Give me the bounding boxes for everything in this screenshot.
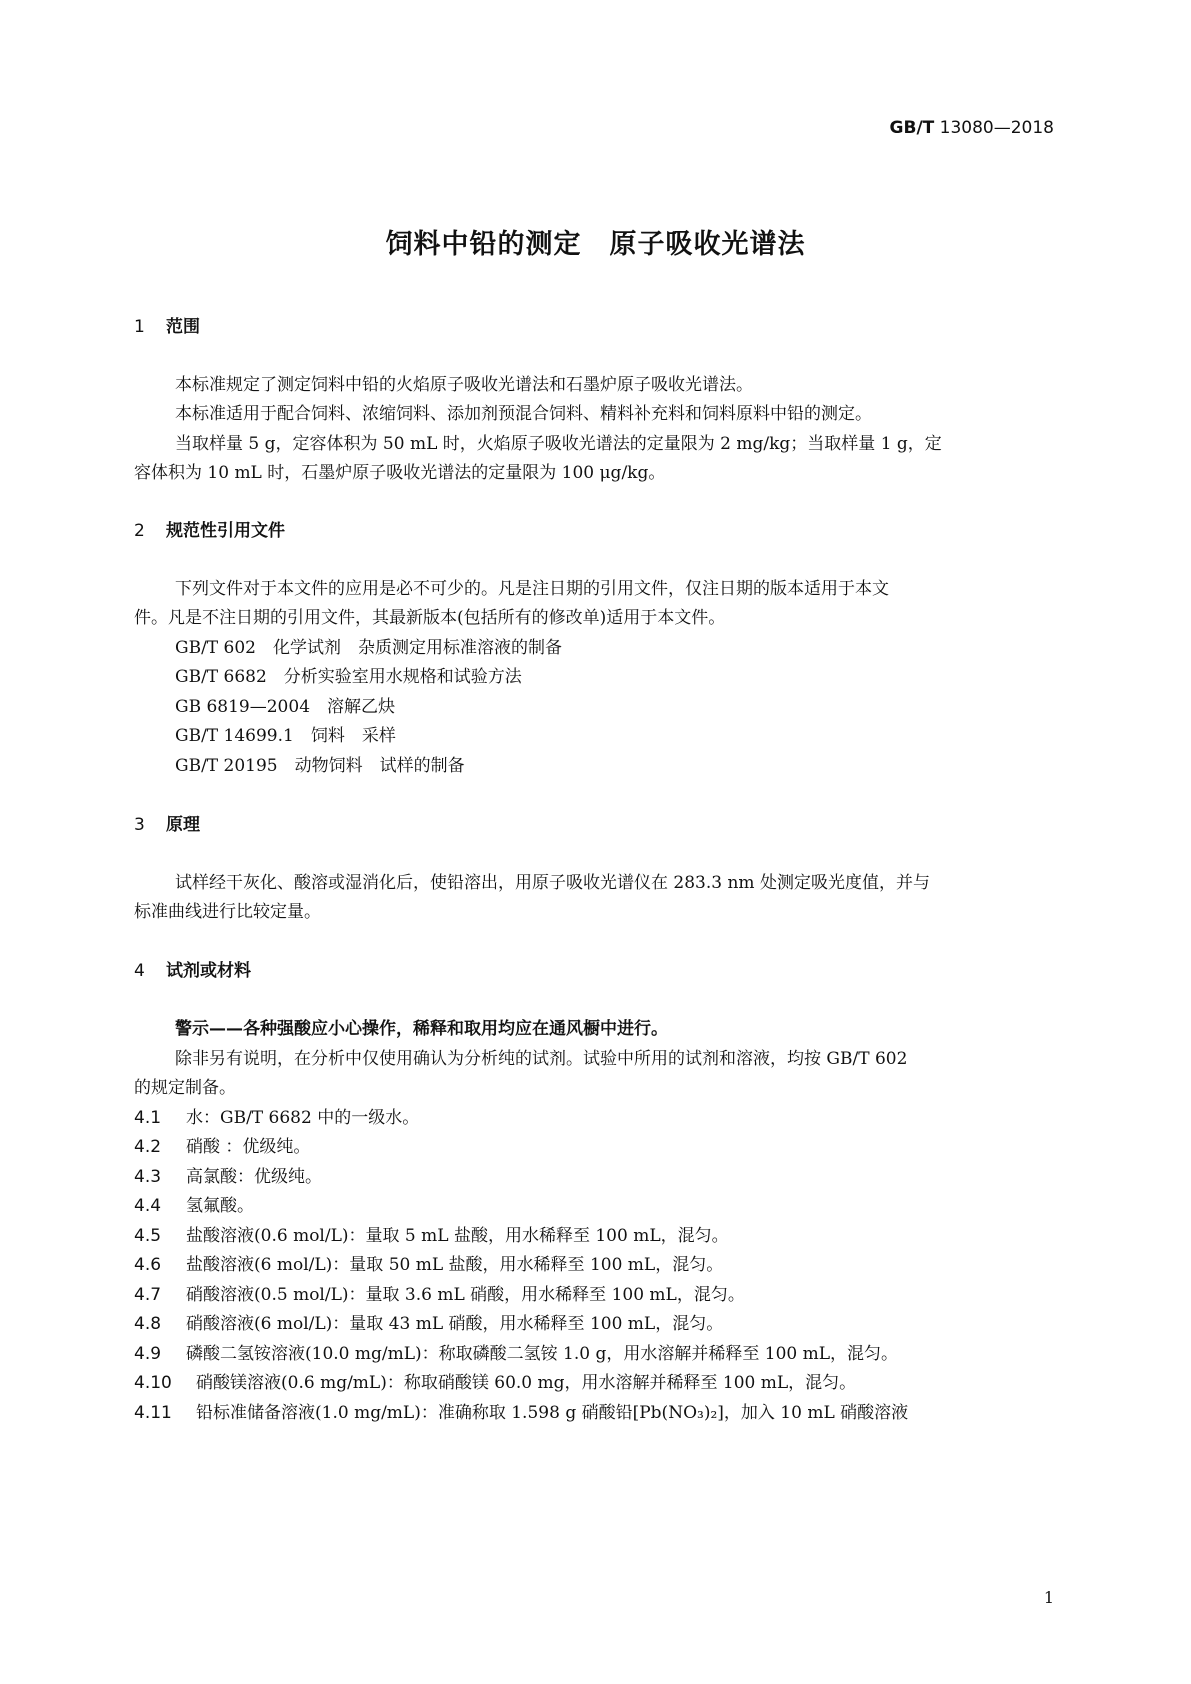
list-item: 4.5 盐酸溶液(0.6 mol/L)：量取 5 mL 盐酸，用水稀释至 100 mL，混匀。 — [134, 1226, 729, 1246]
paragraph-continuation: 标准曲线进行比较定量。 — [134, 902, 321, 922]
list-item: 4.8 硝酸溶液(6 mol/L)：量取 43 mL 硝酸，用水稀释至 100 mL，混匀。 — [134, 1314, 724, 1334]
paragraph: 除非另有说明，在分析中仅使用确认为分析纯的试剂。试验中所用的试剂和溶液，均按 GB/T 602 — [175, 1049, 908, 1069]
paragraph: 本标准适用于配合饲料、浓缩饲料、添加剂预混合饲料、精料补充料和饲料原料中铅的测定。 — [175, 404, 872, 424]
section-2-heading: 2 规范性引用文件 — [134, 521, 285, 541]
list-item: 4.1 水：GB/T 6682 中的一级水。 — [134, 1108, 420, 1128]
paragraph: 本标准规定了测定饲料中铅的火焰原子吸收光谱法和石墨炉原子吸收光谱法。 — [175, 375, 753, 395]
document-title: 饲料中铅的测定 原子吸收光谱法 — [385, 229, 806, 260]
list-item: 4.2 硝酸 ：优级纯。 — [134, 1137, 311, 1157]
warning-note: 警示——各种强酸应小心操作，稀释和取用均应在通风橱中进行。 — [175, 1019, 668, 1039]
list-item: 4.11 铅标准储备溶液(1.0 mg/mL)：准确称取 1.598 g 硝酸铅[Pb(NO₃)₂]，加入 10 mL 硝酸溶液 — [134, 1403, 909, 1423]
reference-item: GB/T 602 化学试剂 杂质测定用标准溶液的制备 — [175, 638, 562, 658]
section-3-heading: 3 原理 — [134, 815, 200, 835]
paragraph-continuation: 容体积为 10 mL 时，石墨炉原子吸收光谱法的定量限为 100 μg/kg。 — [134, 463, 666, 483]
section-1-heading: 1 范围 — [134, 317, 200, 337]
standard-number: GB/T 13080—2018 — [889, 118, 1054, 138]
paragraph-continuation: 的规定制备。 — [134, 1078, 236, 1098]
paragraph: 当取样量 5 g，定容体积为 50 mL 时，火焰原子吸收光谱法的定量限为 2 mg/kg；当取样量 1 g，定 — [175, 434, 942, 454]
reference-item: GB/T 20195 动物饲料 试样的制备 — [175, 756, 465, 776]
list-item: 4.7 硝酸溶液(0.5 mol/L)：量取 3.6 mL 硝酸，用水稀释至 100 mL，混匀。 — [134, 1285, 745, 1305]
list-item: 4.4 氢氟酸。 — [134, 1196, 254, 1216]
reference-item: GB/T 14699.1 饲料 采样 — [175, 726, 396, 746]
list-item: 4.9 磷酸二氢铵溶液(10.0 mg/mL)：称取磷酸二氢铵 1.0 g，用水溶解并稀释至 100 mL，混匀。 — [134, 1344, 899, 1364]
paragraph: 下列文件对于本文件的应用是必不可少的。凡是注日期的引用文件，仅注日期的版本适用于本文 — [175, 579, 889, 599]
reference-item: GB/T 6682 分析实验室用水规格和试验方法 — [175, 667, 522, 687]
paragraph-continuation: 件。凡是不注日期的引用文件，其最新版本(包括所有的修改单)适用于本文件。 — [134, 608, 726, 628]
list-item: 4.6 盐酸溶液(6 mol/L)：量取 50 mL 盐酸，用水稀释至 100 mL，混匀。 — [134, 1255, 724, 1275]
paragraph: 试样经干灰化、酸溶或湿消化后，使铅溶出，用原子吸收光谱仪在 283.3 nm 处测定吸光度值，并与 — [175, 873, 930, 893]
page-number: 1 — [1043, 1588, 1054, 1607]
section-4-heading: 4 试剂或材料 — [134, 961, 251, 981]
reference-item: GB 6819—2004 溶解乙炔 — [175, 697, 396, 717]
list-item: 4.10 硝酸镁溶液(0.6 mg/mL)：称取硝酸镁 60.0 mg，用水溶解并稀释至 100 mL，混匀。 — [134, 1373, 857, 1393]
list-item: 4.3 高氯酸：优级纯。 — [134, 1167, 322, 1187]
